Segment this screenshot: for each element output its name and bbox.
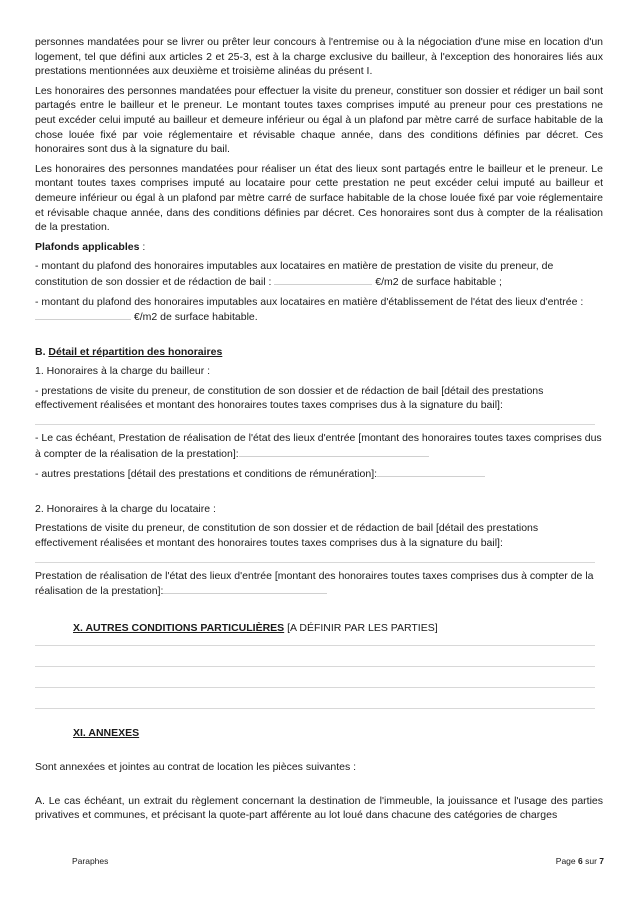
section-x-heading bbox=[35, 621, 603, 636]
page-current: 6 bbox=[578, 856, 583, 866]
plafond-visit-unit: €/m2 de surface habitable ; bbox=[372, 275, 502, 288]
section-b-title: Détail et répartition des honoraires bbox=[48, 345, 223, 358]
bailleur-heading: 1. Honoraires à la charge du bailleur : bbox=[35, 365, 211, 378]
plafonds-heading bbox=[35, 240, 603, 255]
conditions-line-3[interactable] bbox=[35, 686, 595, 688]
annex-a: A. Le cas échéant, un extrait du règlement concernant la destination de l'immeuble, la jouissance et l'usage des parties privatives et communes, et précisant la quote-part afférente au lot loué dans chacune des catégories de charges bbox=[35, 794, 603, 822]
plafond-inventory-field[interactable] bbox=[35, 309, 131, 320]
conditions-line-1[interactable] bbox=[35, 644, 595, 646]
paragraph-mandate: personnes mandatées pour se livrer ou prêter leur concours à l'entremise ou à la négociation d'une mise en location d'un logement, tel que défini aux articles 2 et 25-3, est à la charge exclusive du bailleur, à l'exception des honoraires liés aux prestations mentionnées aux deuxième et troisième alinéas du présent I. bbox=[35, 36, 603, 78]
page-footer bbox=[72, 856, 604, 866]
paragraph-inventory-fees: Les honoraires des personnes mandatées pour réaliser un état des lieux sont partagés entre le bailleur et le preneur. Le montant toutes taxes comprises imputé au locataire pour cette prestation ne peut excéder celui imputé au bailleur et demeure inférieur ou égal à un plafond par mètre carré de surface habitable de la chose louée fixé par voie réglementaire et révisable chaque année, dans des conditions définies par décret. Ces honoraires sont dus à compter de la réalisation de la prestation. bbox=[35, 162, 603, 234]
section-x-title: X. AUTRES CONDITIONS PARTICULIÈRES bbox=[73, 621, 285, 634]
page-sep: sur bbox=[582, 856, 600, 866]
annex-intro: Sont annexées et jointes au contrat de location les pièces suivantes : bbox=[35, 761, 357, 773]
bailleur-visit-field[interactable] bbox=[35, 423, 595, 425]
paraphes-label: Paraphes bbox=[72, 856, 109, 866]
locataire-heading: 2. Honoraires à la charge du locataire : bbox=[35, 502, 216, 515]
bailleur-other-field[interactable] bbox=[377, 466, 485, 477]
bailleur-visit-item: - prestations de visite du preneur, de constitution de son dossier et de rédaction de bail [détail des prestations effectivement réalisées et montant des honoraires toutes taxes comprises dus à la signature du bail]: bbox=[35, 384, 544, 412]
section-xi-title: XI. ANNEXES bbox=[73, 727, 140, 740]
conditions-line-4[interactable] bbox=[35, 707, 595, 709]
plafond-visit-field[interactable] bbox=[274, 274, 372, 285]
conditions-line-2[interactable] bbox=[35, 665, 595, 667]
paragraph-visit-fees: Les honoraires des personnes mandatées pour effectuer la visite du preneur, constituer son dossier et rédiger un bail sont partagés entre le bailleur et le preneur. Le montant toutes taxes comprises imputé au preneur pour ces prestations ne peut excéder celui imputé au bailleur et demeure inférieur ou égal à un plafond par mètre carré de surface habitable de la chose louée fixé par voie réglementaire et révisable chaque année, dans des conditions définies par décret. Ces honoraires sont dus à la signature du bail. bbox=[35, 84, 603, 156]
bailleur-inventory-text: - Le cas échéant, Prestation de réalisation de l'état des lieux d'entrée [montant des honoraires toutes taxes comprises dus à compter de la réalisation de la prestation]: bbox=[35, 432, 602, 460]
bailleur-inventory-field[interactable] bbox=[239, 446, 429, 457]
page-number bbox=[556, 856, 604, 866]
bailleur-other-item bbox=[35, 466, 603, 482]
bailleur-inventory-item bbox=[35, 431, 603, 461]
section-b-prefix: B. bbox=[35, 345, 49, 358]
bailleur-other-text: - autres prestations [détail des prestations et conditions de rémunération]: bbox=[35, 468, 378, 481]
plafonds-label: Plafonds applicables bbox=[35, 240, 140, 253]
plafond-inventory bbox=[35, 295, 603, 325]
locataire-visit-field[interactable] bbox=[35, 561, 595, 563]
section-b-heading bbox=[35, 345, 603, 360]
locataire-inventory-field[interactable] bbox=[163, 583, 327, 594]
locataire-visit-item: Prestations de visite du preneur, de constitution de son dossier et de rédaction de bail [détail des prestations effectivement réalisées et montant des honoraires toutes taxes comprises dus à la signature du bail]: bbox=[35, 522, 539, 550]
document-page bbox=[35, 35, 603, 823]
plafond-visit bbox=[35, 259, 603, 289]
locataire-inventory-text: Prestation de réalisation de l'état des lieux d'entrée [montant des honoraires toutes taxes comprises dus à compter de la réalisation de la prestation]: bbox=[35, 569, 594, 598]
plafond-inventory-unit: €/m2 de surface habitable. bbox=[131, 311, 258, 324]
plafonds-colon: : bbox=[139, 240, 146, 253]
plafond-visit-text: - montant du plafond des honoraires imputables aux locataires en matière de prestation de visite du preneur, de constitution de son dossier et de rédaction de bail : bbox=[35, 260, 554, 288]
page-prefix: Page bbox=[555, 856, 578, 866]
section-x-note: [A DÉFINIR PAR LES PARTIES] bbox=[284, 621, 438, 634]
plafond-inventory-text: - montant du plafond des honoraires imputables aux locataires en matière d'établissement de l'état des lieux d'entrée : bbox=[35, 295, 584, 308]
locataire-inventory-item bbox=[35, 569, 603, 599]
page-total: 7 bbox=[599, 856, 604, 866]
